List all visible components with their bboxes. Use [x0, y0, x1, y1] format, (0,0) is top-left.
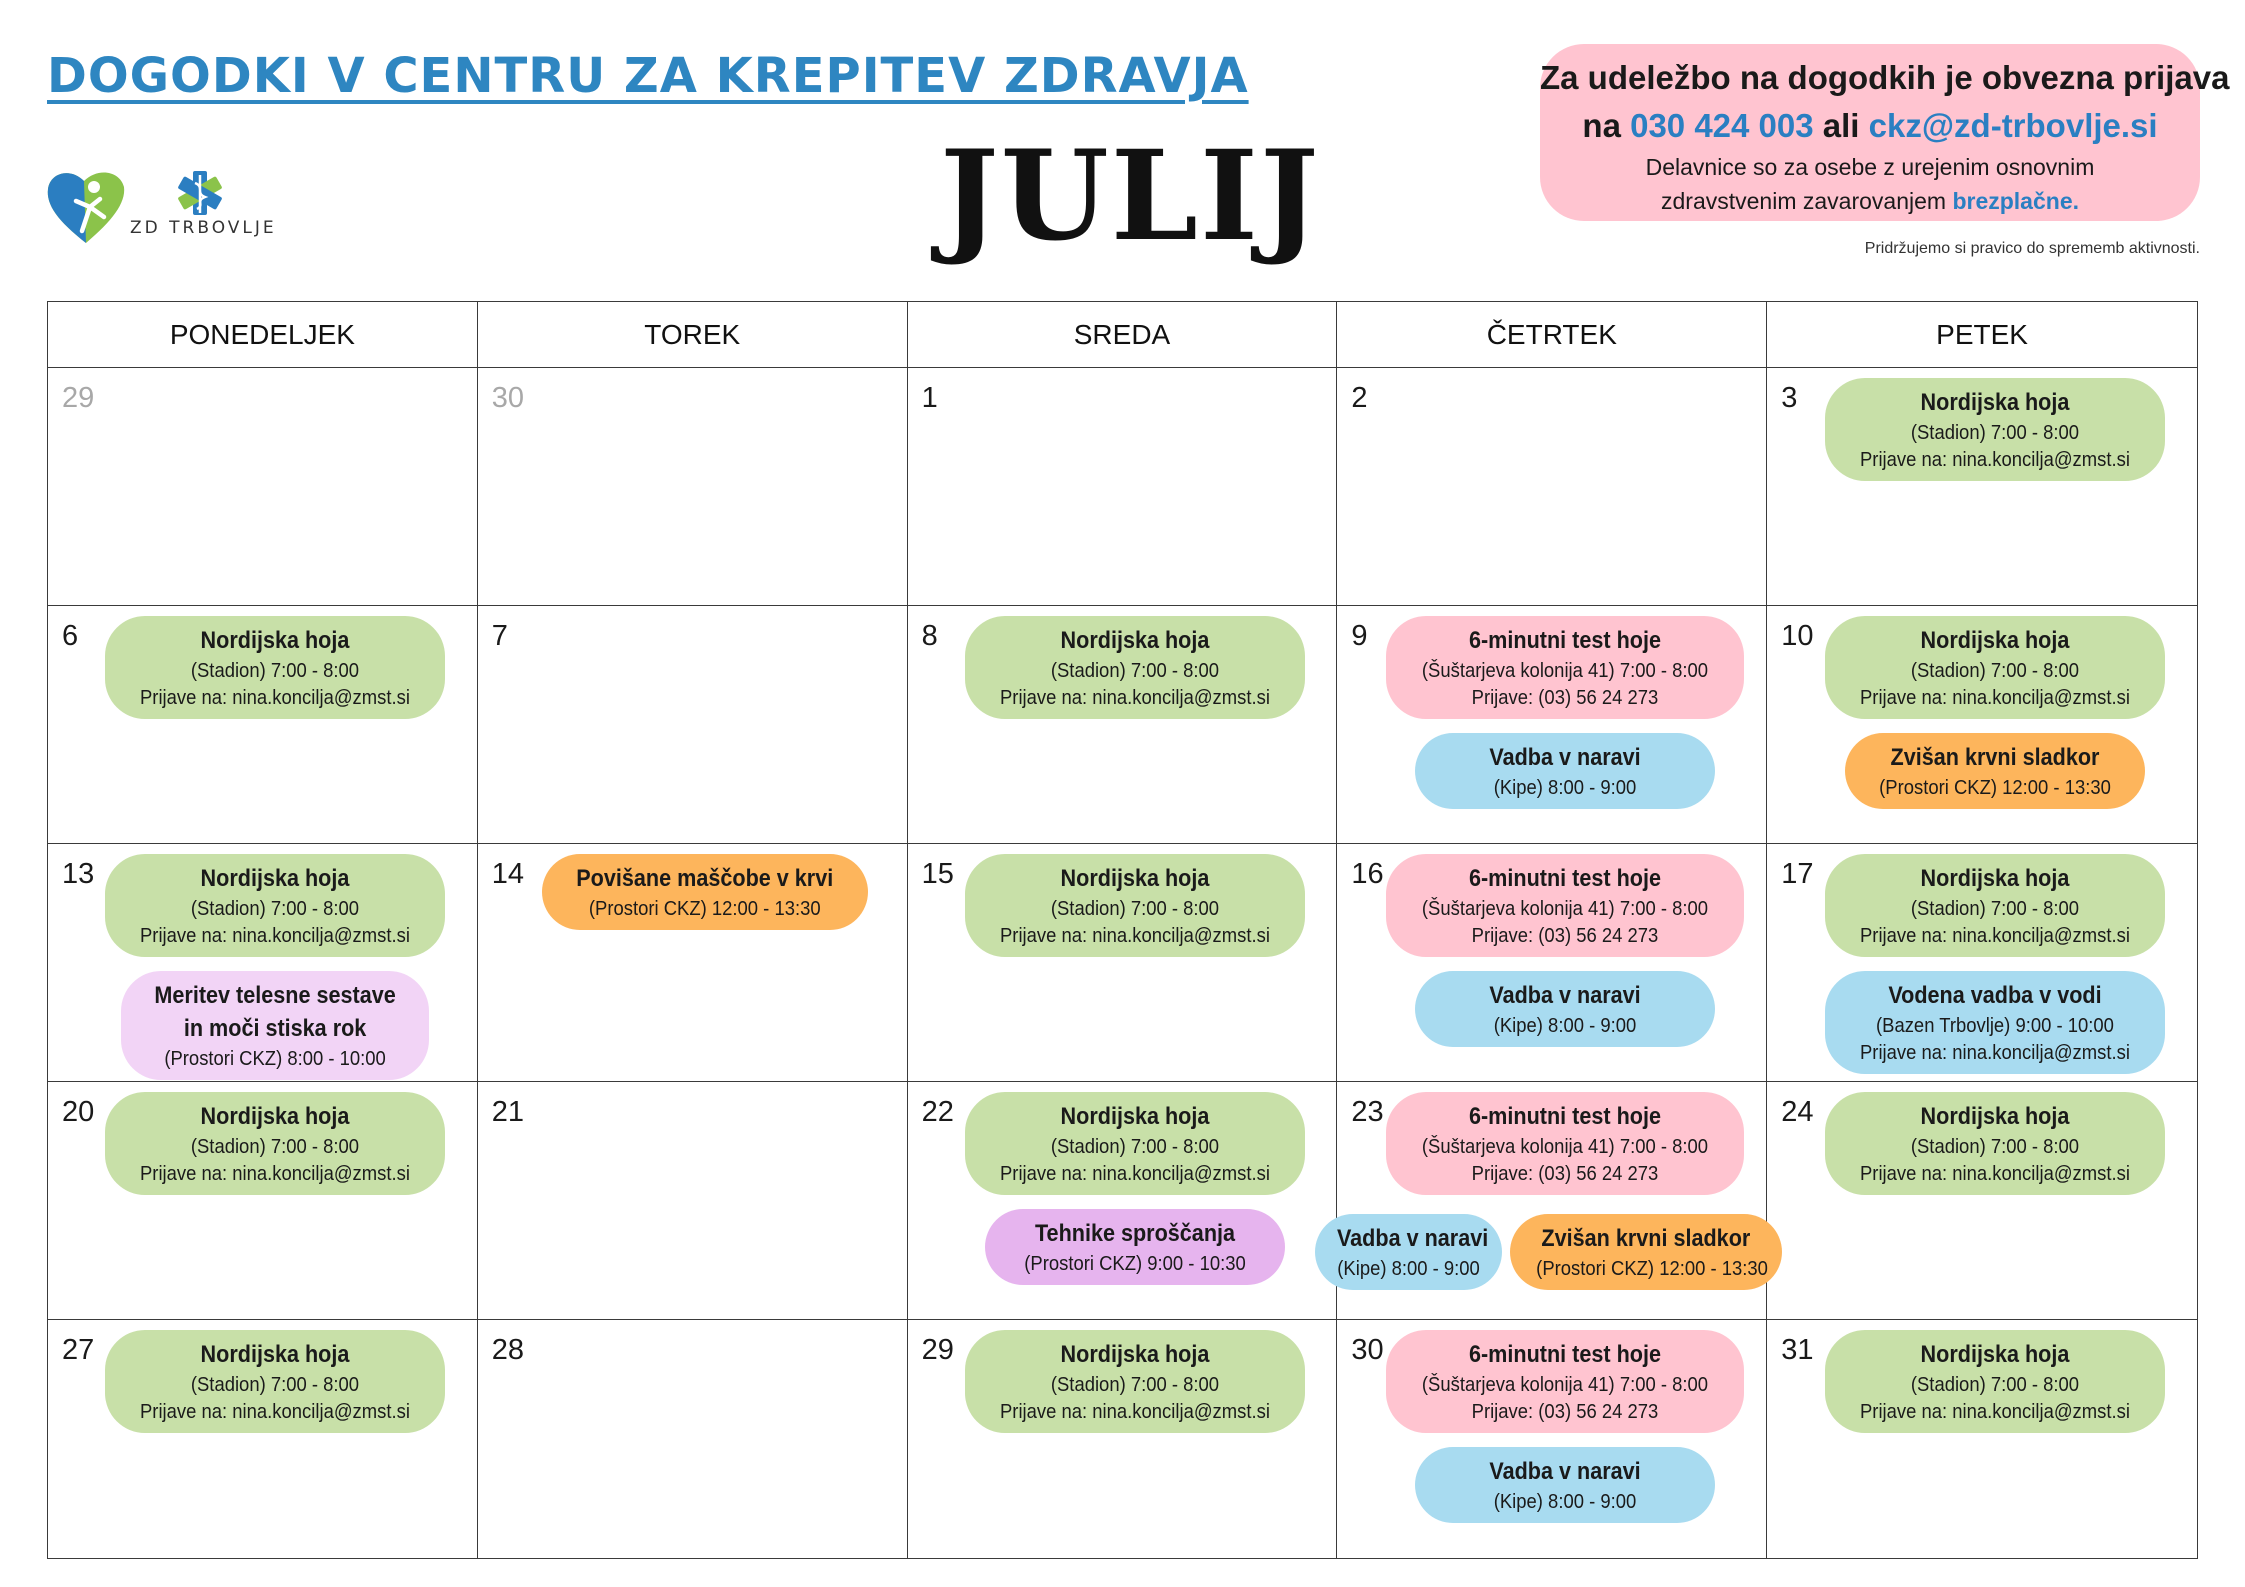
event-pill[interactable]	[1825, 378, 2165, 481]
day-events	[518, 854, 893, 930]
event-pill[interactable]	[1386, 616, 1744, 719]
event-pill[interactable]	[965, 1092, 1305, 1195]
event-pill[interactable]	[105, 1092, 445, 1195]
event-pill[interactable]	[1825, 616, 2165, 719]
weekday-header: PETEK	[1767, 302, 2197, 368]
event-title: Nordijska hoja	[1060, 865, 1210, 892]
event-detail: Prijave: (03) 56 24 273	[1471, 1400, 1659, 1423]
day-events	[88, 1092, 463, 1195]
day-cell	[48, 1320, 478, 1558]
event-detail: (Stadion) 7:00 - 8:00	[191, 1373, 360, 1396]
day-number: 29	[62, 382, 95, 414]
event-pill[interactable]	[1386, 1092, 1744, 1195]
weekday-header: ČETRTEK	[1337, 302, 1767, 368]
event-detail: Prijave: (03) 56 24 273	[1471, 1162, 1659, 1185]
event-pill[interactable]	[965, 1330, 1305, 1433]
event-detail: (Kipe) 8:00 - 9:00	[1337, 1257, 1481, 1280]
day-cell	[1767, 1320, 2197, 1558]
day-cell	[1767, 844, 2197, 1082]
day-number: 30	[1351, 1334, 1384, 1366]
day-number: 31	[1781, 1334, 1814, 1366]
calendar-grid	[47, 301, 2198, 1559]
event-pill[interactable]	[1825, 1092, 2165, 1195]
event-pill[interactable]	[1825, 854, 2165, 957]
event-title: Meritev telesne sestave	[154, 982, 397, 1009]
day-cell	[908, 606, 1338, 844]
day-number: 29	[921, 1334, 954, 1366]
free-highlight: brezplačne.	[1952, 188, 2079, 214]
event-title: Vadba v naravi	[1489, 744, 1641, 771]
event-detail: (Stadion) 7:00 - 8:00	[1050, 897, 1220, 920]
day-events	[948, 1330, 1323, 1433]
event-title: 6-minutni test hoje	[1468, 1103, 1661, 1130]
event-title: Tehnike sproščanja	[1034, 1220, 1236, 1247]
event-title: Nordijska hoja	[1920, 1341, 2070, 1368]
day-cell	[908, 1320, 1338, 1558]
event-detail: (Stadion) 7:00 - 8:00	[1910, 1135, 2080, 1158]
day-events	[1807, 1330, 2183, 1433]
day-number: 7	[491, 620, 508, 652]
event-detail: (Kipe) 8:00 - 9:00	[1493, 1490, 1637, 1513]
info-insurance-text: zdravstvenim zavarovanjem	[1661, 188, 1947, 214]
event-detail: (Bazen Trbovlje) 9:00 - 10:00	[1876, 1014, 2115, 1037]
event-title: Nordijska hoja	[1920, 1103, 2070, 1130]
day-cell	[908, 844, 1338, 1082]
event-title: Zvišan krvni sladkor	[1541, 1225, 1751, 1252]
event-title: Nordijska hoja	[1920, 389, 2070, 416]
event-detail: Prijave: (03) 56 24 273	[1471, 686, 1659, 709]
event-pill[interactable]	[121, 971, 429, 1080]
event-pill[interactable]	[965, 854, 1305, 957]
day-cell	[478, 844, 908, 1082]
heart-logo-icon	[48, 172, 124, 243]
event-title-continued: in moči stiska rok	[184, 1015, 367, 1042]
day-number: 23	[1351, 1096, 1384, 1128]
info-connector: ali	[1822, 107, 1860, 144]
event-pill[interactable]	[105, 1330, 445, 1433]
day-cell	[48, 606, 478, 844]
day-events-row	[1315, 1214, 1782, 1290]
day-cell	[48, 844, 478, 1082]
info-line-insurance	[1540, 184, 2200, 218]
event-title: Nordijska hoja	[1060, 1103, 1210, 1130]
day-events	[1807, 854, 2183, 1074]
event-detail: (Stadion) 7:00 - 8:00	[1910, 659, 2080, 682]
event-title: 6-minutni test hoje	[1468, 865, 1661, 892]
day-events	[1377, 854, 1752, 1047]
event-detail: Prijave na: nina.koncilja@zmst.si	[140, 1162, 411, 1185]
day-events	[1807, 378, 2183, 481]
day-cell	[1337, 1320, 1767, 1558]
event-title: Nordijska hoja	[1060, 1341, 1210, 1368]
day-number: 30	[491, 382, 525, 414]
info-prefix: na	[1582, 107, 1621, 144]
day-events	[948, 1092, 1323, 1285]
event-pill[interactable]	[1315, 1214, 1502, 1290]
event-pill[interactable]	[1386, 854, 1744, 957]
day-events	[1807, 1092, 2183, 1195]
day-cell	[1337, 844, 1767, 1082]
event-title: Nordijska hoja	[200, 865, 350, 892]
day-events	[1377, 1330, 1752, 1523]
day-number: 3	[1781, 382, 1798, 414]
phone-number[interactable]: 030 424 003	[1630, 107, 1814, 144]
event-detail: Prijave na: nina.koncilja@zmst.si	[1860, 1162, 2131, 1185]
day-number: 24	[1781, 1096, 1814, 1128]
event-detail: (Šuštarjeva kolonija 41) 7:00 - 8:00	[1421, 1373, 1708, 1396]
event-detail: Prijave na: nina.koncilja@zmst.si	[1860, 686, 2131, 709]
event-title: Zvišan krvni sladkor	[1890, 744, 2100, 771]
event-detail: (Šuštarjeva kolonija 41) 7:00 - 8:00	[1421, 1135, 1708, 1158]
day-number: 6	[62, 620, 79, 652]
day-events	[88, 616, 463, 719]
day-cell	[478, 606, 908, 844]
day-cell	[48, 1082, 478, 1320]
event-detail: (Stadion) 7:00 - 8:00	[1050, 659, 1220, 682]
event-detail: (Stadion) 7:00 - 8:00	[1910, 421, 2080, 444]
day-number: 22	[921, 1096, 954, 1128]
day-events	[948, 616, 1323, 719]
day-events	[1377, 616, 1752, 809]
day-number: 15	[921, 858, 954, 890]
day-events	[1377, 1092, 1752, 1195]
event-detail: Prijave na: nina.koncilja@zmst.si	[1860, 1041, 2131, 1064]
event-detail: (Stadion) 7:00 - 8:00	[191, 1135, 360, 1158]
event-pill[interactable]	[1845, 733, 2145, 809]
event-pill[interactable]	[1510, 1214, 1782, 1290]
day-cell	[1337, 606, 1767, 844]
event-detail: Prijave na: nina.koncilja@zmst.si	[140, 1400, 411, 1423]
day-cell	[478, 368, 908, 606]
day-cell	[1767, 368, 2197, 606]
day-cell	[1337, 368, 1767, 606]
day-cell	[908, 368, 1338, 606]
event-detail: (Prostori CKZ) 9:00 - 10:30	[1024, 1252, 1246, 1275]
day-events	[88, 1330, 463, 1433]
event-pill[interactable]	[1415, 971, 1715, 1047]
event-detail: (Šuštarjeva kolonija 41) 7:00 - 8:00	[1421, 897, 1708, 920]
event-detail: (Šuštarjeva kolonija 41) 7:00 - 8:00	[1421, 659, 1708, 682]
day-number: 2	[1351, 382, 1368, 414]
day-cell	[48, 368, 478, 606]
event-title: 6-minutni test hoje	[1468, 1341, 1661, 1368]
day-number: 9	[1351, 620, 1368, 652]
weekday-header: SREDA	[908, 302, 1338, 368]
weekday-header: TOREK	[478, 302, 908, 368]
registration-info-box	[1540, 44, 2230, 221]
day-number: 27	[62, 1334, 95, 1366]
weekday-header: PONEDELJEK	[48, 302, 478, 368]
event-detail: (Stadion) 7:00 - 8:00	[1050, 1135, 1220, 1158]
event-title: Povišane maščobe v krvi	[576, 865, 834, 892]
event-detail: (Kipe) 8:00 - 9:00	[1493, 776, 1637, 799]
event-detail: Prijave: (03) 56 24 273	[1471, 924, 1659, 947]
email-link[interactable]: ckz@zd-trbovlje.si	[1868, 107, 2158, 144]
event-detail: Prijave na: nina.koncilja@zmst.si	[1860, 448, 2131, 471]
event-detail: (Stadion) 7:00 - 8:00	[1050, 1373, 1220, 1396]
event-detail: Prijave na: nina.koncilja@zmst.si	[140, 924, 411, 947]
info-line-registration: Za udeležbo na dogodkih je obvezna prijava	[1540, 59, 2230, 96]
event-detail: (Prostori CKZ) 12:00 - 13:30	[1536, 1257, 1769, 1280]
page-title: DOGODKI V CENTRU ZA KREPITEV ZDRAVJA	[47, 48, 1249, 104]
day-number: 20	[62, 1096, 95, 1128]
event-title: Nordijska hoja	[200, 627, 350, 654]
day-cell	[1337, 1082, 1767, 1320]
day-number: 28	[491, 1334, 525, 1366]
event-detail: (Kipe) 8:00 - 9:00	[1493, 1014, 1637, 1037]
day-events	[88, 854, 463, 1080]
day-events	[948, 854, 1323, 957]
event-title: Vadba v naravi	[1489, 982, 1641, 1009]
event-title: Nordijska hoja	[1920, 627, 2070, 654]
event-pill[interactable]	[105, 616, 445, 719]
event-title: Vadba v naravi	[1337, 1225, 1489, 1252]
event-title: Vadba v naravi	[1489, 1458, 1641, 1485]
event-pill[interactable]	[965, 616, 1305, 719]
day-number: 1	[921, 382, 938, 414]
event-detail: (Stadion) 7:00 - 8:00	[191, 659, 360, 682]
day-events	[1807, 616, 2183, 809]
event-detail: Prijave na: nina.koncilja@zmst.si	[1860, 1400, 2131, 1423]
day-number: 17	[1781, 858, 1814, 890]
event-detail: Prijave na: nina.koncilja@zmst.si	[1000, 1400, 1270, 1423]
day-cell	[478, 1320, 908, 1558]
event-pill[interactable]	[985, 1209, 1285, 1285]
day-number: 13	[62, 858, 95, 890]
event-detail: Prijave na: nina.koncilja@zmst.si	[1000, 1162, 1270, 1185]
day-number: 14	[491, 858, 525, 890]
event-title: Nordijska hoja	[1060, 627, 1210, 654]
info-line-contact	[1540, 102, 2200, 150]
event-detail: (Prostori CKZ) 12:00 - 13:30	[1879, 776, 2111, 799]
event-pill[interactable]	[1825, 971, 2165, 1074]
day-number: 21	[491, 1096, 525, 1128]
event-detail: Prijave na: nina.koncilja@zmst.si	[1000, 686, 1270, 709]
event-title: 6-minutni test hoje	[1468, 627, 1661, 654]
info-line-workshops: Delavnice so za osebe z urejenim osnovnim	[1645, 154, 2095, 180]
day-number: 8	[921, 620, 938, 652]
event-pill[interactable]	[542, 854, 868, 930]
logo-text: ZD TRBOVLJE	[130, 218, 277, 238]
event-detail: Prijave na: nina.koncilja@zmst.si	[140, 686, 411, 709]
event-title: Nordijska hoja	[1920, 865, 2070, 892]
event-title: Vodena vadba v vodi	[1888, 982, 2102, 1009]
event-detail: Prijave na: nina.koncilja@zmst.si	[1860, 924, 2131, 947]
event-title: Nordijska hoja	[200, 1341, 350, 1368]
event-detail: (Prostori CKZ) 8:00 - 10:00	[164, 1047, 387, 1070]
month-title: JULIJ	[940, 124, 1321, 269]
day-number: 16	[1351, 858, 1384, 890]
day-cell	[478, 1082, 908, 1320]
event-pill[interactable]	[1415, 733, 1715, 809]
event-pill[interactable]	[105, 854, 445, 957]
event-detail: (Stadion) 7:00 - 8:00	[1910, 897, 2080, 920]
day-number: 10	[1781, 620, 1814, 652]
event-pill[interactable]	[1825, 1330, 2165, 1433]
event-detail: Prijave na: nina.koncilja@zmst.si	[1000, 924, 1270, 947]
day-cell	[1767, 1082, 2197, 1320]
event-title: Nordijska hoja	[200, 1103, 350, 1130]
event-detail: (Prostori CKZ) 12:00 - 13:30	[589, 897, 822, 920]
event-pill[interactable]	[1386, 1330, 1744, 1433]
event-detail: (Stadion) 7:00 - 8:00	[191, 897, 360, 920]
star-of-life-icon	[177, 171, 222, 215]
day-cell	[908, 1082, 1338, 1320]
event-pill[interactable]	[1415, 1447, 1715, 1523]
day-cell	[1767, 606, 2197, 844]
disclaimer: Pridržujemo si pravico do sprememb aktivnosti.	[1864, 240, 2200, 257]
event-detail: (Stadion) 7:00 - 8:00	[1910, 1373, 2080, 1396]
